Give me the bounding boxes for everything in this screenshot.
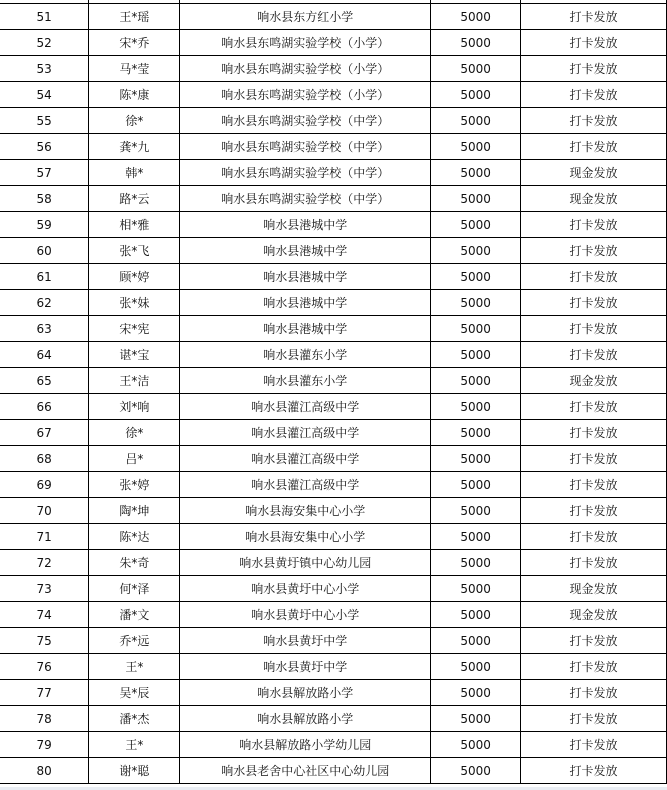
row-number-cell[interactable]: 76	[0, 654, 89, 680]
amount-cell[interactable]: 5000	[431, 82, 521, 108]
table-row	[0, 758, 667, 784]
payment-method-cell[interactable]: 打卡发放	[521, 56, 667, 82]
amount-cell[interactable]: 5000	[431, 654, 521, 680]
name-cell[interactable]: 乔*远	[89, 628, 180, 654]
amount-cell[interactable]: 5000	[431, 212, 521, 238]
amount-cell[interactable]: 5000	[431, 134, 521, 160]
name-cell[interactable]: 陶*坤	[89, 498, 180, 524]
amount-cell[interactable]: 5000	[431, 446, 521, 472]
amount-cell[interactable]: 5000	[431, 290, 521, 316]
table-row	[0, 56, 667, 82]
payment-method-cell[interactable]: 现金发放	[521, 186, 667, 212]
school-cell[interactable]: 响水县老舍中心社区中心幼儿园	[180, 758, 431, 784]
name-cell[interactable]: 宋*乔	[89, 30, 180, 56]
payment-method-cell[interactable]: 打卡发放	[521, 472, 667, 498]
table-row	[0, 82, 667, 108]
amount-cell[interactable]: 5000	[431, 628, 521, 654]
amount-cell[interactable]: 5000	[431, 368, 521, 394]
row-number-cell[interactable]: 62	[0, 290, 89, 316]
row-number-cell[interactable]: 57	[0, 160, 89, 186]
payment-method-cell[interactable]: 打卡发放	[521, 550, 667, 576]
name-cell[interactable]: 陈*达	[89, 524, 180, 550]
row-number-cell[interactable]: 70	[0, 498, 89, 524]
row-number-cell[interactable]: 72	[0, 550, 89, 576]
row-number-cell[interactable]: 65	[0, 368, 89, 394]
table-row	[0, 160, 667, 186]
school-cell[interactable]: 响水县港城中学	[180, 238, 431, 264]
amount-cell[interactable]: 5000	[431, 238, 521, 264]
school-cell[interactable]: 响水县灌江高级中学	[180, 394, 431, 420]
row-number-cell[interactable]: 51	[0, 4, 89, 30]
table-row	[0, 576, 667, 602]
payment-method-cell[interactable]: 现金发放	[521, 160, 667, 186]
table-row	[0, 238, 667, 264]
row-number-cell[interactable]: 60	[0, 238, 89, 264]
name-cell[interactable]: 相*雅	[89, 212, 180, 238]
payment-method-cell[interactable]: 打卡发放	[521, 238, 667, 264]
table-row	[0, 264, 667, 290]
amount-cell[interactable]: 5000	[431, 602, 521, 628]
row-number-cell[interactable]: 53	[0, 56, 89, 82]
amount-cell[interactable]: 5000	[431, 160, 521, 186]
amount-cell[interactable]: 5000	[431, 498, 521, 524]
table-row	[0, 550, 667, 576]
name-cell[interactable]: 王*	[89, 654, 180, 680]
name-cell[interactable]: 吕*	[89, 446, 180, 472]
name-cell[interactable]: 徐*	[89, 420, 180, 446]
amount-cell[interactable]: 5000	[431, 342, 521, 368]
table-row	[0, 654, 667, 680]
school-cell[interactable]: 响水县灌江高级中学	[180, 420, 431, 446]
row-number-cell[interactable]: 78	[0, 706, 89, 732]
school-cell[interactable]: 响水县海安集中心小学	[180, 498, 431, 524]
payment-method-cell[interactable]: 打卡发放	[521, 4, 667, 30]
school-cell[interactable]: 响水县灌江高级中学	[180, 472, 431, 498]
row-number-cell[interactable]: 71	[0, 524, 89, 550]
name-cell[interactable]: 何*泽	[89, 576, 180, 602]
payment-method-cell[interactable]: 打卡发放	[521, 446, 667, 472]
name-cell[interactable]: 徐*	[89, 108, 180, 134]
table-row	[0, 602, 667, 628]
amount-cell[interactable]: 5000	[431, 472, 521, 498]
row-number-cell[interactable]: 74	[0, 602, 89, 628]
row-number-cell[interactable]: 80	[0, 758, 89, 784]
school-cell[interactable]: 响水县黄圩中心小学	[180, 602, 431, 628]
name-cell[interactable]: 路*云	[89, 186, 180, 212]
payment-method-cell[interactable]: 打卡发放	[521, 654, 667, 680]
school-cell[interactable]: 响水县东鸣湖实验学校（中学）	[180, 134, 431, 160]
payment-method-cell[interactable]: 打卡发放	[521, 212, 667, 238]
name-cell[interactable]: 张*婷	[89, 472, 180, 498]
table-row	[0, 368, 667, 394]
amount-cell[interactable]: 5000	[431, 316, 521, 342]
name-cell[interactable]: 王*	[89, 732, 180, 758]
payment-method-cell[interactable]: 打卡发放	[521, 134, 667, 160]
school-cell[interactable]: 响水县灌东小学	[180, 368, 431, 394]
payment-method-cell[interactable]: 打卡发放	[521, 628, 667, 654]
payment-method-cell[interactable]: 打卡发放	[521, 30, 667, 56]
row-number-cell[interactable]: 59	[0, 212, 89, 238]
school-cell[interactable]: 响水县黄圩中心小学	[180, 576, 431, 602]
name-cell[interactable]: 朱*奇	[89, 550, 180, 576]
name-cell[interactable]: 张*妹	[89, 290, 180, 316]
payment-method-cell[interactable]: 打卡发放	[521, 290, 667, 316]
payment-method-cell[interactable]: 打卡发放	[521, 316, 667, 342]
table-row	[0, 212, 667, 238]
name-cell[interactable]: 马*莹	[89, 56, 180, 82]
name-cell[interactable]: 韩*	[89, 160, 180, 186]
name-cell[interactable]: 王*瑶	[89, 4, 180, 30]
table-row	[0, 134, 667, 160]
school-cell[interactable]: 响水县解放路小学	[180, 706, 431, 732]
school-cell[interactable]: 响水县东鸣湖实验学校（小学）	[180, 30, 431, 56]
school-cell[interactable]: 响水县黄圩中学	[180, 628, 431, 654]
payment-method-cell[interactable]: 现金发放	[521, 368, 667, 394]
table-row	[0, 680, 667, 706]
school-cell[interactable]: 响水县港城中学	[180, 316, 431, 342]
amount-cell[interactable]: 5000	[431, 680, 521, 706]
name-cell[interactable]: 陈*康	[89, 82, 180, 108]
amount-cell[interactable]: 5000	[431, 56, 521, 82]
payment-method-cell[interactable]: 打卡发放	[521, 524, 667, 550]
payment-method-cell[interactable]: 打卡发放	[521, 82, 667, 108]
row-number-cell[interactable]: 77	[0, 680, 89, 706]
table-row	[0, 446, 667, 472]
row-number-cell[interactable]: 67	[0, 420, 89, 446]
name-cell[interactable]: 龚*九	[89, 134, 180, 160]
name-cell[interactable]: 潘*杰	[89, 706, 180, 732]
school-cell[interactable]: 响水县东鸣湖实验学校（小学）	[180, 82, 431, 108]
payment-method-cell[interactable]: 打卡发放	[521, 706, 667, 732]
amount-cell[interactable]: 5000	[431, 550, 521, 576]
amount-cell[interactable]: 5000	[431, 706, 521, 732]
payment-method-cell[interactable]: 现金发放	[521, 602, 667, 628]
table-row	[0, 420, 667, 446]
school-cell[interactable]: 响水县东鸣湖实验学校（中学）	[180, 160, 431, 186]
school-cell[interactable]: 响水县海安集中心小学	[180, 524, 431, 550]
name-cell[interactable]: 王*洁	[89, 368, 180, 394]
amount-cell[interactable]: 5000	[431, 576, 521, 602]
payment-method-cell[interactable]: 打卡发放	[521, 758, 667, 784]
school-cell[interactable]: 响水县东鸣湖实验学校（小学）	[180, 56, 431, 82]
school-cell[interactable]: 响水县黄圩中学	[180, 654, 431, 680]
amount-cell[interactable]: 5000	[431, 4, 521, 30]
payment-method-cell[interactable]: 打卡发放	[521, 108, 667, 134]
table-row	[0, 472, 667, 498]
row-number-cell[interactable]: 64	[0, 342, 89, 368]
table-row	[0, 524, 667, 550]
school-cell[interactable]: 响水县解放路小学幼儿园	[180, 732, 431, 758]
row-number-cell[interactable]: 54	[0, 82, 89, 108]
table-row	[0, 498, 667, 524]
row-number-cell[interactable]: 66	[0, 394, 89, 420]
payment-method-cell[interactable]: 打卡发放	[521, 498, 667, 524]
name-cell[interactable]: 谌*宝	[89, 342, 180, 368]
payment-method-cell[interactable]: 打卡发放	[521, 342, 667, 368]
row-number-cell[interactable]: 79	[0, 732, 89, 758]
row-number-cell[interactable]: 55	[0, 108, 89, 134]
row-number-cell[interactable]: 68	[0, 446, 89, 472]
amount-cell[interactable]: 5000	[431, 524, 521, 550]
name-cell[interactable]: 宋*宪	[89, 316, 180, 342]
name-cell[interactable]: 潘*文	[89, 602, 180, 628]
row-number-cell[interactable]: 75	[0, 628, 89, 654]
name-cell[interactable]: 刘*响	[89, 394, 180, 420]
school-cell[interactable]: 响水县港城中学	[180, 264, 431, 290]
table-row	[0, 316, 667, 342]
payment-method-cell[interactable]: 打卡发放	[521, 732, 667, 758]
table-row	[0, 732, 667, 758]
school-cell[interactable]: 响水县灌江高级中学	[180, 446, 431, 472]
name-cell[interactable]: 顾*婷	[89, 264, 180, 290]
table-row	[0, 290, 667, 316]
amount-cell[interactable]: 5000	[431, 420, 521, 446]
name-cell[interactable]: 张*飞	[89, 238, 180, 264]
table-row	[0, 186, 667, 212]
school-cell[interactable]: 响水县港城中学	[180, 212, 431, 238]
school-cell[interactable]: 响水县灌东小学	[180, 342, 431, 368]
table-row	[0, 706, 667, 732]
school-cell[interactable]: 响水县东鸣湖实验学校（中学）	[180, 186, 431, 212]
table-row	[0, 4, 667, 30]
row-number-cell[interactable]: 56	[0, 134, 89, 160]
amount-cell[interactable]: 5000	[431, 30, 521, 56]
amount-cell[interactable]: 5000	[431, 108, 521, 134]
amount-cell[interactable]: 5000	[431, 758, 521, 784]
row-number-cell[interactable]: 61	[0, 264, 89, 290]
row-number-cell[interactable]: 58	[0, 186, 89, 212]
amount-cell[interactable]: 5000	[431, 732, 521, 758]
table-row	[0, 30, 667, 56]
amount-cell[interactable]: 5000	[431, 264, 521, 290]
row-number-cell[interactable]: 69	[0, 472, 89, 498]
payment-method-cell[interactable]: 打卡发放	[521, 264, 667, 290]
table-row	[0, 108, 667, 134]
table-row	[0, 394, 667, 420]
school-cell[interactable]: 响水县黄圩镇中心幼儿园	[180, 550, 431, 576]
table-row	[0, 342, 667, 368]
name-cell[interactable]: 吴*辰	[89, 680, 180, 706]
row-number-cell[interactable]: 73	[0, 576, 89, 602]
amount-cell[interactable]: 5000	[431, 186, 521, 212]
school-cell[interactable]: 响水县港城中学	[180, 290, 431, 316]
school-cell[interactable]: 响水县东方红小学	[180, 4, 431, 30]
payment-method-cell[interactable]: 现金发放	[521, 576, 667, 602]
school-cell[interactable]: 响水县东鸣湖实验学校（中学）	[180, 108, 431, 134]
school-cell[interactable]: 响水县解放路小学	[180, 680, 431, 706]
row-number-cell[interactable]: 63	[0, 316, 89, 342]
table-row	[0, 628, 667, 654]
amount-cell[interactable]: 5000	[431, 394, 521, 420]
payment-method-cell[interactable]: 打卡发放	[521, 394, 667, 420]
name-cell[interactable]: 谢*聪	[89, 758, 180, 784]
payment-method-cell[interactable]: 打卡发放	[521, 680, 667, 706]
row-number-cell[interactable]: 52	[0, 30, 89, 56]
payment-method-cell[interactable]: 打卡发放	[521, 420, 667, 446]
